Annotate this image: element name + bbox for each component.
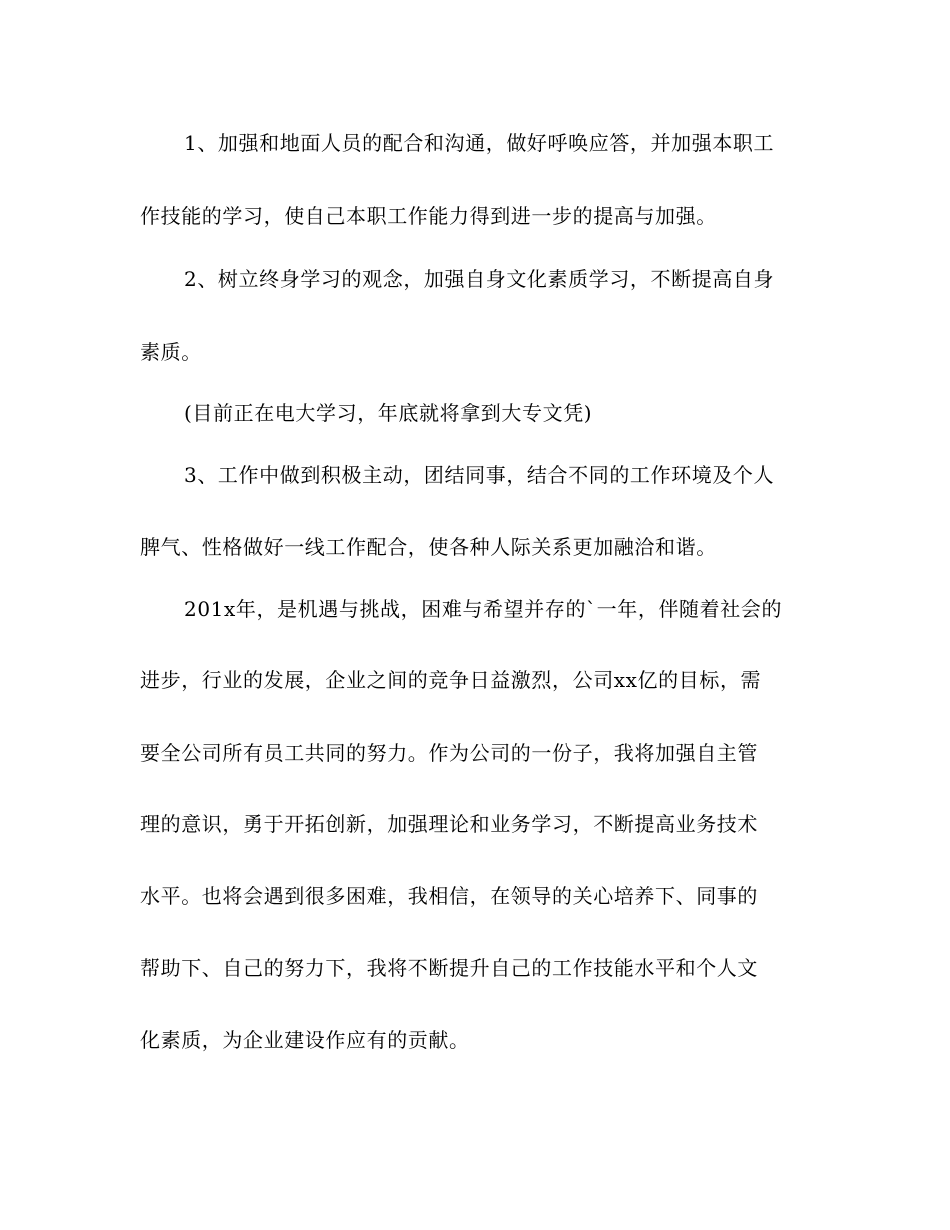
text-line: 化素质，为企业建设作应有的贡献。 (140, 1028, 470, 1052)
text-line: 理的意识，勇于开拓创新，加强理论和业务学习，不断提高业务技术 (140, 812, 758, 836)
text-line: 素质。 (140, 340, 202, 364)
text-line: 作技能的学习，使自己本职工作能力得到进一步的提高与加强。 (140, 204, 717, 228)
text-line: 水平。也将会遇到很多困难，我相信，在领导的关心培养下、同事的 (140, 884, 758, 908)
text-line: 进步，行业的发展，企业之间的竞争日益激烈，公司xx亿的目标，需 (140, 668, 762, 692)
text-line: 1、加强和地面人员的配合和沟通，做好呼唤应答，并加强本职工 (184, 131, 775, 155)
text-line: 2、树立终身学习的观念，加强自身文化素质学习，不断提高自身 (184, 267, 775, 291)
text-line: 帮助下、自己的努力下，我将不断提升自己的工作技能水平和个人文 (140, 956, 758, 980)
text-line: 3、工作中做到积极主动，团结同事，结合不同的工作环境及个人 (184, 463, 775, 487)
text-line: (目前正在电大学习，年底就将拿到大专文凭) (184, 401, 593, 425)
text-line: 要全公司所有员工共同的努力。作为公司的一份子，我将加强自主管 (140, 741, 758, 765)
text-line: 脾气、性格做好一线工作配合，使各种人际关系更加融洽和谐。 (140, 535, 717, 559)
text-line: 201x年，是机遇与挑战，困难与希望并存的`一年，伴随着社会的 (184, 597, 783, 621)
